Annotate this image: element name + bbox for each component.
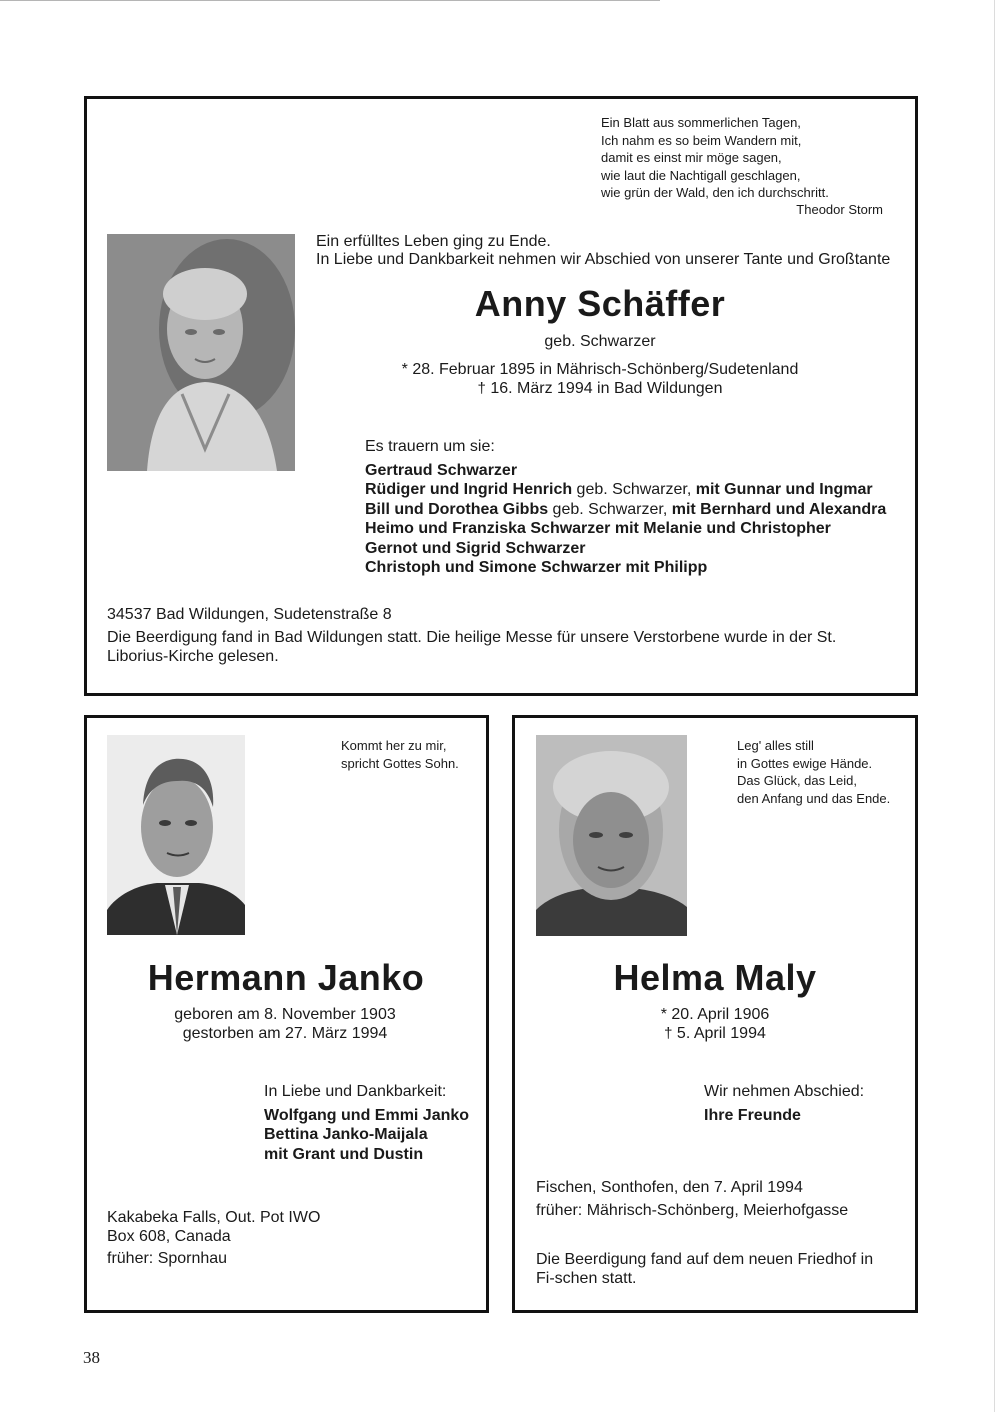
poem-line: wie laut die Nachtigall geschlagen, xyxy=(601,167,801,183)
address-line: Box 608, Canada xyxy=(107,1228,231,1245)
mourner-line: Bill und Dorothea Gibbs geb. Schwarzer, mit Bernhard und Alexandra xyxy=(365,500,887,518)
page-edge-line xyxy=(994,0,995,1412)
place-date: Fischen, Sonthofen, den 7. April 1994 xyxy=(536,1179,803,1196)
poem-line: damit es einst mir möge sagen, xyxy=(601,150,782,165)
birth-line: * 20. April 1906 xyxy=(660,1006,770,1023)
poem-line: wie grün der Wald, den ich durchschritt. xyxy=(601,185,829,200)
farewell-verse xyxy=(737,737,890,807)
poem-author: Theodor Storm xyxy=(796,202,883,217)
cross-icon: † xyxy=(477,380,486,397)
portrait-photo-janko xyxy=(107,735,245,935)
mourners-heading: In Liebe und Dankbarkeit: xyxy=(264,1083,447,1100)
death-line xyxy=(400,379,800,398)
mourners-heading: Es trauern um sie: xyxy=(365,438,495,455)
deceased-name: Anny Schäffer xyxy=(474,283,726,324)
death-line: gestorben am 27. März 1994 xyxy=(182,1025,388,1042)
mourner-line: mit Grant und Dustin xyxy=(264,1145,424,1163)
mourner-line: Christoph und Simone Schwarzer mit Philipp xyxy=(365,559,708,577)
mourners-heading: Wir nehmen Abschied: xyxy=(704,1083,865,1100)
verse-line: in Gottes ewige Hände. xyxy=(737,755,873,771)
intro-line: Ein erfülltes Leben ging zu Ende. xyxy=(316,233,551,250)
address-line: früher: Spornhau xyxy=(107,1250,228,1267)
death-date: 5. April 1994 xyxy=(676,1025,766,1042)
page-number: 38 xyxy=(83,1348,100,1367)
death-date: 16. März 1994 in Bad Wildungen xyxy=(490,380,723,397)
verse-line: den Anfang und das Ende. xyxy=(737,790,891,806)
former-address: früher: Mährisch-Schönberg, Meierhofgasse xyxy=(536,1202,849,1219)
deceased-name: Helma Maly xyxy=(613,957,817,998)
verse-line: spricht Gottes Sohn. xyxy=(341,755,459,771)
cross-icon: † xyxy=(664,1025,673,1042)
address-block xyxy=(107,1207,320,1270)
portrait-photo-maly xyxy=(536,735,687,936)
intro-line: In Liebe und Dankbarkeit nehmen wir Abschied von unserer Tante und Großtante xyxy=(316,251,891,268)
address-line: 34537 Bad Wildungen, Sudetenstraße 8 xyxy=(107,606,392,623)
birth-line: * 28. Februar 1895 in Mährisch-Schönberg/Sudetenland xyxy=(401,361,799,378)
mourners-list xyxy=(365,461,886,577)
mourners-list xyxy=(264,1106,469,1164)
mourner-line: Wolfgang und Emmi Janko xyxy=(264,1107,470,1124)
poem-line: Ein Blatt aus sommerlichen Tagen, xyxy=(601,115,801,130)
mourner-line: Bettina Janko-Maijala xyxy=(264,1126,428,1144)
address-line: Kakabeka Falls, Out. Pot IWO xyxy=(107,1209,321,1226)
mourner-line: Heimo und Franziska Schwarzer mit Melanie und Christopher xyxy=(365,520,831,538)
verse-line: Leg' alles still xyxy=(737,738,814,753)
verse-line: Das Glück, das Leid, xyxy=(737,773,857,788)
maiden-name: geb. Schwarzer xyxy=(544,333,656,350)
funeral-note: Die Beerdigung fand in Bad Wildungen statt. Die heilige Messe für unsere Verstorbene wurde in der St. Liborius-Kirche gelesen. xyxy=(107,629,837,666)
mourner-line: Gertraud Schwarzer xyxy=(365,462,518,479)
bible-verse xyxy=(341,737,459,772)
birth-line: geboren am 8. November 1903 xyxy=(174,1006,396,1023)
deceased-name: Hermann Janko xyxy=(147,957,425,998)
verse-line: Kommt her zu mir, xyxy=(341,738,447,753)
page-top-rule xyxy=(0,0,660,1)
funeral-note: Die Beerdigung fand auf dem neuen Friedhof in Fi-schen statt. xyxy=(536,1251,874,1288)
mourner-line: Gernot und Sigrid Schwarzer xyxy=(365,539,586,557)
mourners-list: Ihre Freunde xyxy=(704,1107,801,1124)
mourner-line: Rüdiger und Ingrid Henrich geb. Schwarzer, mit Gunnar und Ingmar xyxy=(365,481,873,499)
portrait-photo-schaeffer xyxy=(107,234,295,471)
poem-line: Ich nahm es so beim Wandern mit, xyxy=(601,132,802,148)
death-line xyxy=(600,1024,830,1043)
poem-storm xyxy=(601,114,891,202)
